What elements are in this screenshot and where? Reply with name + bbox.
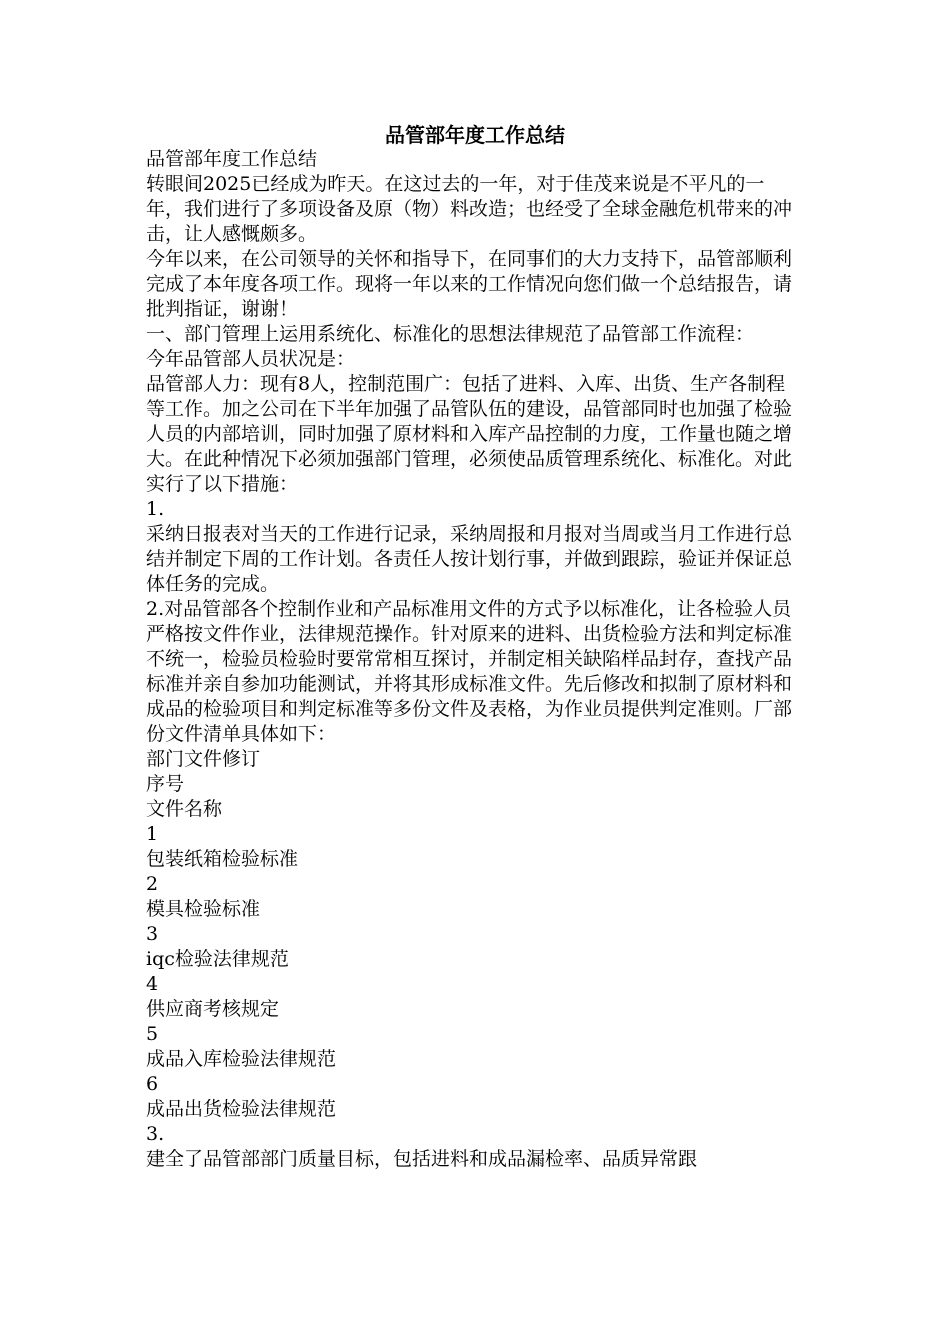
table-cell-name: 成品出货检验法律规范 (146, 1098, 337, 1120)
document-title: 品管部年度工作总结 (385, 123, 565, 147)
table-cell-name: 包装纸箱检验标准 (146, 848, 299, 870)
table-cell-index: 2 (146, 873, 159, 895)
paragraph: 采纳日报表对当天的工作进行记录，采纳周报和月报对当周或当月工作进行总结并制定下周的工作计划。各责任人按计划行事，并做到跟踪，验证并保证总体任务的完成。 (146, 523, 793, 595)
table-cell-name: 成品入库检验法律规范 (146, 1048, 337, 1070)
table-cell-name: 模具检验标准 (146, 898, 261, 920)
paragraph: 品管部人力：现有8人，控制范围广：包括了进料、入库、出货、生产各制程等工作。加之公司在下半年加强了品管队伍的建设，品管部同时也加强了检验人员的内部培训，同时加强了原材料和入库产品控制的力度，工作量也随之增大。在此种情况下必须加强部门管理，必须使品质管理系统化、标准化。对此实行了以下措施： (146, 373, 793, 495)
paragraph: 3. (146, 1123, 165, 1145)
paragraph: 今年品管部人员状况是： (146, 348, 356, 370)
table-cell-index: 1 (146, 823, 159, 845)
table-cell-index: 6 (146, 1073, 159, 1095)
table-cell-name: iqc检验法律规范 (146, 948, 289, 970)
paragraph: 今年以来，在公司领导的关怀和指导下，在同事们的大力支持下，品管部顺利完成了本年度各项工作。现将一年以来的工作情况向您们做一个总结报告，请批判指证，谢谢！ (146, 248, 793, 320)
paragraph: 建全了品管部部门质量目标，包括进料和成品漏检率、品质异常跟 (146, 1148, 698, 1170)
table-cell-index: 5 (146, 1023, 159, 1045)
table-header-index: 序号 (146, 773, 185, 795)
paragraph: 一、部门管理上运用系统化、标准化的思想法律规范了品管部工作流程： (146, 323, 755, 345)
table-cell-index: 4 (146, 973, 159, 995)
table-caption: 部门文件修订 (146, 748, 261, 770)
file-revision-table (146, 747, 800, 1122)
paragraph: 品管部年度工作总结 (146, 148, 318, 170)
paragraph: 1. (146, 498, 165, 520)
table-cell-index: 3 (146, 923, 159, 945)
table-header-name: 文件名称 (146, 798, 223, 820)
paragraph: 转眼间2025已经成为昨天。在这过去的一年，对于佳茂来说是不平凡的一年，我们进行了多项设备及原（物）料改造；也经受了全球金融危机带来的冲击，让人感慨颇多。 (146, 173, 793, 245)
document-body (146, 147, 800, 1172)
table-cell-name: 供应商考核规定 (146, 998, 280, 1020)
paragraph: 2.对品管部各个控制作业和产品标准用文件的方式予以标准化，让各检验人员严格按文件作业，法律规范操作。针对原来的进料、出货检验方法和判定标准不统一，检验员检验时要常常相互探讨，并制定相关缺陷样品封存，查找产品标准并亲自参加功能测试，并将其形成标准文件。先后修改和拟制了原材料和成品的检验项目和判定标准等多份文件及表格，为作业员提供判定准则。厂部份文件清单具体如下： (146, 598, 793, 745)
